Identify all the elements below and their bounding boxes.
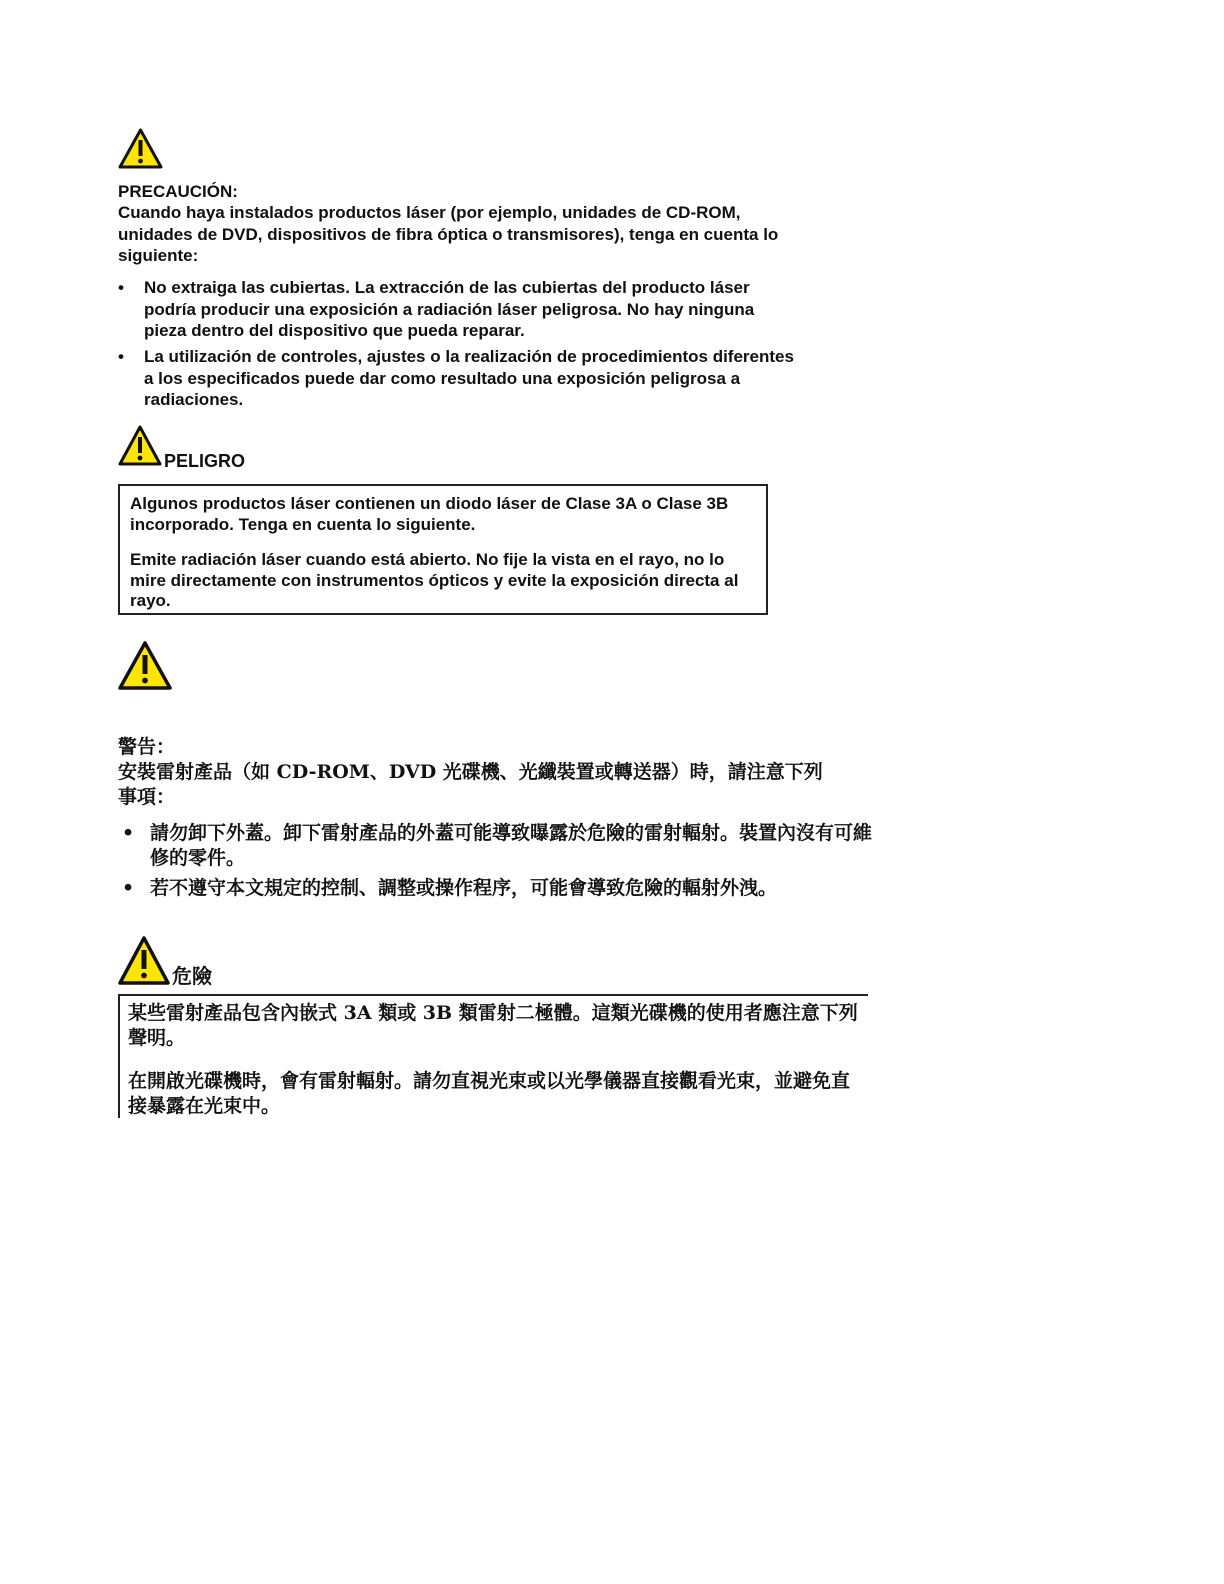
caution-title: PRECAUCIÓN:	[118, 182, 238, 201]
caution-title: 警告：	[118, 736, 176, 758]
danger-paragraph: Algunos productos láser contienen un diodo láser de Clase 3A o Clase 3B incorporado. Tenga en cuenta lo siguiente.	[130, 494, 729, 534]
caution-intro: 安裝雷射產品（如 CD-ROM、DVD 光碟機、光纖裝置或轉送器）時，請注意下列事項：	[118, 761, 823, 808]
bullet-icon: •	[122, 877, 135, 899]
caution-bullet-list	[118, 277, 798, 342]
danger-notice-box	[118, 994, 868, 1118]
list-item-text: La utilización de controles, ajustes o la realización de procedimientos diferentes a los especificados puede dar como resultado una exposición peligrosa a radiaciones.	[144, 347, 794, 409]
caution-bullet-list	[120, 876, 880, 901]
warning-triangle-icon	[118, 641, 172, 690]
danger-paragraph: 某些雷射產品包含內嵌式 3A 類或 3B 類雷射二極體。這類光碟機的使用者應注意下列聲明。	[128, 1002, 858, 1049]
warning-triangle-icon	[118, 128, 163, 169]
list-item	[118, 346, 798, 411]
caution-bullet-list	[120, 821, 880, 870]
danger-paragraph: Emite radiación láser cuando está abierto. No fije la vista en el rayo, no lo mire directamente con instrumentos ópticos y evite la exposición directa al rayo.	[130, 550, 739, 610]
list-item	[118, 277, 798, 342]
danger-title: PELIGRO	[164, 451, 246, 471]
bullet-icon: •	[122, 822, 135, 844]
danger-paragraph: 在開啟光碟機時，會有雷射輻射。請勿直視光束或以光學儀器直接觀看光束，並避免直接暴露在光束中。	[128, 1070, 851, 1117]
list-item-text: 若不遵守本文規定的控制、調整或操作程序，可能會導致危險的輻射外洩。	[150, 877, 778, 899]
caution-intro: Cuando haya instalados productos láser (por ejemplo, unidades de CD-ROM, unidades de DVD, dispositivos de fibra óptica o transmisores), tenga en cuenta lo siguiente:	[118, 203, 779, 265]
danger-title: 危險	[172, 964, 212, 988]
bullet-icon: •	[118, 347, 124, 366]
caution-bullet-list	[118, 346, 798, 411]
list-item	[120, 876, 880, 901]
warning-triangle-icon	[118, 936, 170, 985]
list-item-text: 請勿卸下外蓋。卸下雷射產品的外蓋可能導致曝露於危險的雷射輻射。裝置內沒有可維修的零件。	[150, 822, 873, 869]
danger-notice-box	[118, 484, 768, 615]
bullet-icon: •	[118, 278, 124, 297]
list-item-text: No extraiga las cubiertas. La extracción de las cubiertas del producto láser podría producir una exposición a radiación láser peligrosa. No hay ninguna pieza dentro del dispositivo que pueda reparar.	[144, 278, 755, 340]
warning-triangle-icon	[118, 425, 162, 466]
list-item	[120, 821, 880, 870]
